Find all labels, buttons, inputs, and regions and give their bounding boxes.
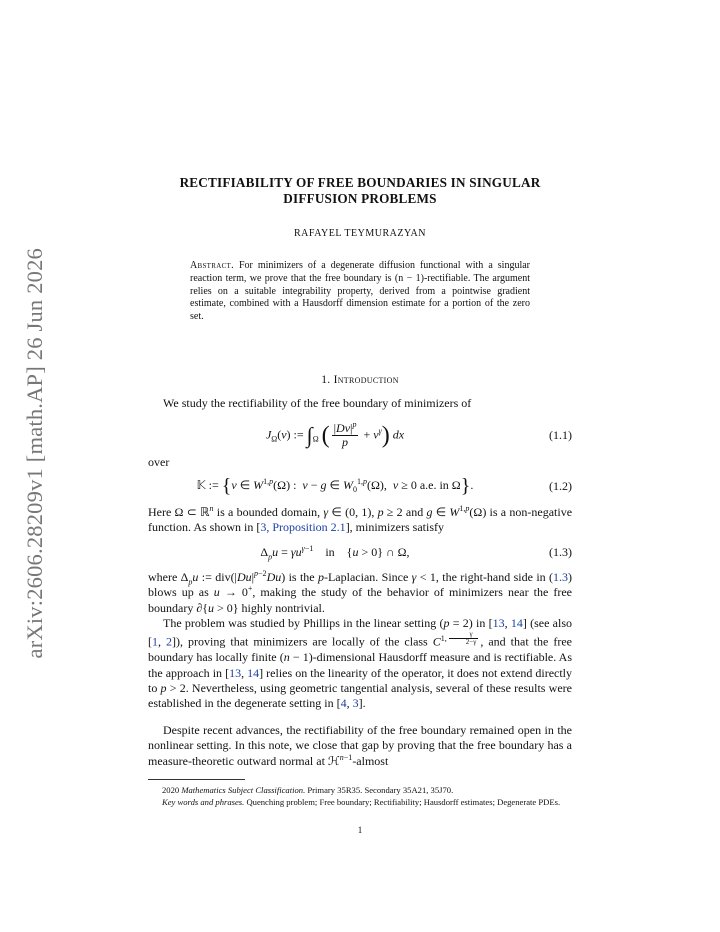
ref-14-link[interactable]: 14: [510, 616, 523, 630]
equation-1-1-number: (1.1): [549, 427, 572, 442]
arxiv-identifier-sidebar: [12, 248, 58, 658]
equation-1-1: [148, 415, 572, 455]
title-line-2: DIFFUSION PROBLEMS: [283, 191, 437, 206]
footnote-keywords-text: Quenching problem; Free boundary; Rectifiability; Hausdorff estimates; Degenerate PDEs.: [246, 796, 561, 807]
section-heading: [148, 374, 572, 386]
paragraph-laplacian: where $\Delta_pu$ := $div(|Du|^{p-2}Du)$ is the p-Laplacian. Since γ < 1, the right-hand side in (1.3) blows up as u → 0+, making the study of the behavior of minimizers near the free boundary ∂{u > 0} highly nontrivial.: [148, 569, 573, 615]
equation-1-3-in: in: [325, 544, 335, 559]
footnote-msc: [148, 785, 572, 797]
over-text: over: [148, 455, 170, 469]
ref-prop-link[interactable]: 3, Proposition 2.1: [260, 520, 346, 535]
footnote-keywords: [148, 797, 572, 809]
footnote-msc-year: 2020: [162, 785, 180, 795]
paragraph-history: The problem was studied by Phillips in the linear setting (p = 2) in [13, 14] (see also [1, 2]), proving that minimizers are locally of the class $C^{1, \frac{\gamma}{2-\gamma}}$ , and that the free boundary has locally finite (n − 1)-dimensional Hausdorff measure and is rectifiable. As the approach in [13, 14] relies on the linearity of the operator, it does not extend directly to p > 2. Nevertheless, using geometric tangential analysis, several of these results were established in the degenerate setting in [4, 3].: [148, 616, 573, 711]
ref-3-link[interactable]: 3: [352, 696, 359, 711]
paper-title: [148, 175, 572, 207]
equation-1-2-number: (1.2): [549, 478, 572, 493]
ref-13-link[interactable]: 13: [492, 616, 505, 630]
paragraph-intro-text: We study the rectifiability of the free boundary of minimizers of: [163, 396, 472, 410]
ref-13-link-2[interactable]: 13: [229, 665, 242, 680]
abstract: [190, 260, 530, 324]
equation-1-3: [148, 532, 572, 572]
arxiv-identifier: arXiv:2606.28209v1 [math.AP] 26 Jun 2026: [22, 247, 47, 659]
footnotes: [148, 785, 572, 808]
paragraph-intro: [148, 396, 572, 411]
page-number: 1: [357, 825, 363, 835]
ref-2-link[interactable]: 2: [166, 634, 173, 649]
ref-4-link[interactable]: 4: [340, 696, 347, 711]
abstract-label: Abstract.: [190, 260, 234, 271]
ref-1-link[interactable]: 1: [152, 634, 158, 649]
footnote-keywords-label: Key words and phrases.: [162, 796, 245, 807]
equation-1-2: [148, 466, 572, 506]
paragraph-domain: Here Ω ⊂ ℝ$^n$ is a bounded domain, γ ∈ (0, 1), p ≥ 2 and g ∈ W$^{1,p}$(Ω) is a non-negative function. As shown in [3, Proposition 2.1], minimizers satisfy: [148, 504, 573, 535]
ref-eq-1-3-link[interactable]: 1.3: [553, 570, 569, 584]
footnote-msc-label: Mathematics Subject Classification.: [181, 785, 306, 795]
equation-1-2-expression: 𝕂 := {v ∈ W$^{1,p}$(Ω) : v − g ∈ $W_0^{1,p}(\Omega)$, v ≥ 0 a.e. in Ω}.: [196, 475, 474, 497]
equation-1-3-expression: $\Delta_pu = \gamma u^{\gamma-1}$ in {u > 0} ∩ Ω,: [260, 543, 410, 561]
equation-1-3-number: (1.3): [549, 544, 572, 559]
ref-14-link-2[interactable]: 14: [247, 665, 260, 680]
equation-1-1-expression: $J_\Omega(v)$ := $\int_\Omega$ ( $\frac{|Dv|^p}{p}$ + $v^\gamma$) dx: [265, 419, 405, 449]
paragraph-contribution: Despite recent advances, the rectifiability of the free boundary remained open in the nonlinear setting. In this note, we close that gap by proving that the free boundary has a measure-theoretic outward normal at ℋ$^{n-1}$-almost: [148, 723, 572, 768]
title-line-1: RECTIFIABILITY OF FREE BOUNDARIES IN SINGULAR: [179, 175, 541, 190]
author-name: RAFAYEL TEYMURAZYAN: [293, 228, 426, 239]
footnote-rule: [148, 779, 245, 780]
footnote-msc-text: Primary 35R35. Secondary 35A21, 35J70.: [307, 785, 454, 795]
section-title: 1. Introduction: [321, 374, 399, 386]
abstract-text: For minimizers of a degenerate diffusion functional with a singular reaction term, we prove that the free boundary is (n − 1)-rectifiable. The argument relies on a suitable integrability property, derived from a pointwise gradient estimate, combined with a Hausdorff dimension estimate for a portion of the zero set.: [190, 260, 531, 323]
